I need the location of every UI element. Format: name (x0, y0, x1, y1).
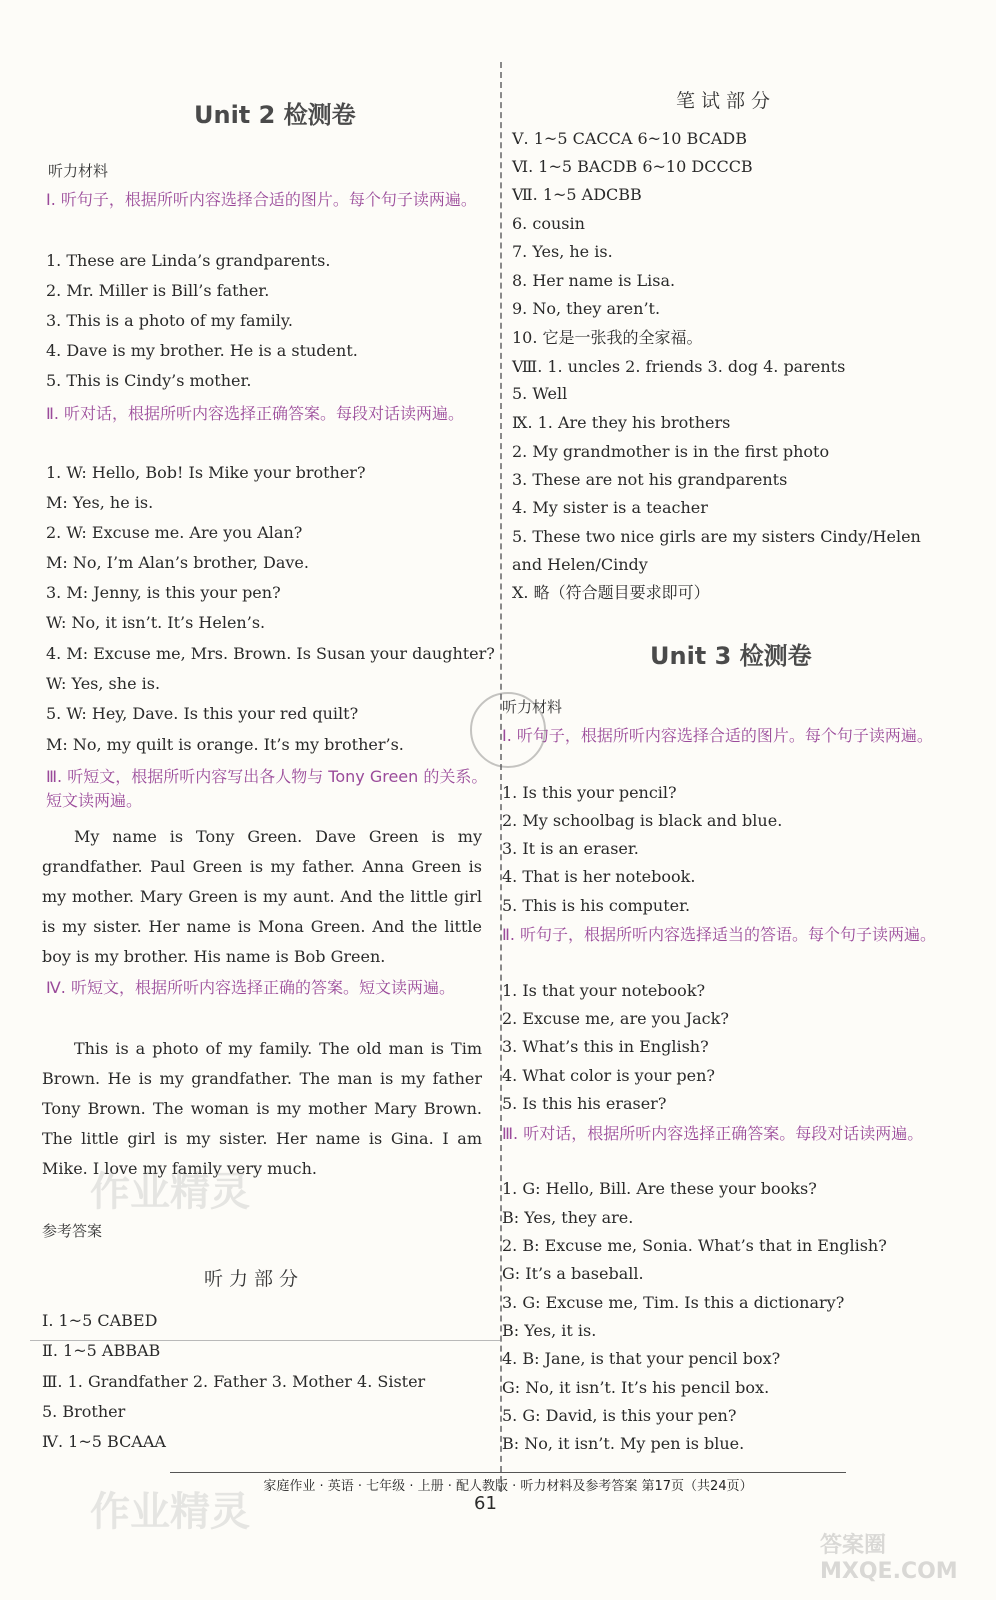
section-4-heading: Ⅳ. 听短文，根据所听内容选择正确的答案。短文读两遍。 (46, 978, 455, 997)
listening-part-heading: 听力部分 (204, 1268, 305, 1290)
dialogue-line: M: No, my quilt is orange. It’s my brother’s. (46, 735, 404, 754)
sentence-line: 3. What’s this in English? (502, 1037, 709, 1056)
dialogue-line: B: No, it isn’t. My pen is blue. (502, 1434, 745, 1453)
stamp-mark (470, 692, 546, 768)
answer-line: 4. My sister is a teacher (512, 498, 708, 517)
dialogue-line: B: Yes, they are. (502, 1208, 634, 1227)
answer-line: 9. No, they aren’t. (512, 299, 661, 318)
listening-material-label: 听力材料 (502, 698, 563, 716)
answer-line: Ⅱ. 1~5 ABBAB (42, 1341, 161, 1360)
sentence-line: 2. Excuse me, are you Jack? (502, 1009, 729, 1028)
answer-line: 5. Brother (42, 1402, 126, 1421)
dialogue-line: M: No, I’m Alan’s brother, Dave. (46, 553, 309, 572)
dialogue-line: 2. W: Excuse me. Are you Alan? (46, 523, 303, 542)
answer-line: and Helen/Cindy (512, 555, 648, 574)
answer-line: 2. My grandmother is in the first photo (512, 442, 830, 461)
dialogue-line: G: No, it isn’t. It’s his pencil box. (502, 1378, 770, 1397)
sentence-line: 5. Is this his eraser? (502, 1094, 667, 1113)
dialogue-line: 1. G: Hello, Bill. Are these your books? (502, 1179, 817, 1198)
answer-line: 5. These two nice girls are my sisters Cindy/Helen (512, 527, 921, 546)
sentence-line: 4. Dave is my brother. He is a student. (46, 341, 358, 360)
sentence-line: 1. Is this your pencil? (502, 783, 677, 802)
answer-line: Ⅴ. 1~5 CACCA 6~10 BCADB (512, 129, 747, 148)
dialogue-line: 4. B: Jane, is that your pencil box? (502, 1349, 781, 1368)
dialogue-line: 2. B: Excuse me, Sonia. What’s that in English? (502, 1236, 887, 1255)
section-1-heading: Ⅰ. 听句子，根据所听内容选择合适的图片。每个句子读两遍。 (46, 190, 477, 209)
passage-3: My name is Tony Green. Dave Green is my grandfather. Paul Green is my father. Anna Green is my mother. Mary Green is my aunt. And the little girl is my sister. Her name is Mona Green. And the little boy is my brother. His name is Bob Green. (42, 827, 482, 966)
answer-line: 6. cousin (512, 214, 585, 233)
sentence-line: 2. My schoolbag is black and blue. (502, 811, 783, 830)
corner-watermark: 答案圈 MXQE.COM (820, 1533, 958, 1584)
sentence-line: 3. This is a photo of my family. (46, 311, 293, 330)
dialogue-line: 3. G: Excuse me, Tim. Is this a dictionary? (502, 1293, 845, 1312)
sentence-line: 1. These are Linda’s grandparents. (46, 251, 331, 270)
dialogue-line: W: Yes, she is. (46, 674, 161, 693)
answer-line: 5. Well (512, 384, 568, 403)
answer-line: Ⅳ. 1~5 BCAAA (42, 1432, 166, 1451)
sentence-line: 4. What color is your pen? (502, 1066, 715, 1085)
answer-line: 3. These are not his grandparents (512, 470, 788, 489)
dialogue-line: 5. W: Hey, Dave. Is this your red quilt? (46, 704, 359, 723)
answer-line: Ⅵ. 1~5 BACDB 6~10 DCCCB (512, 157, 753, 176)
dialogue-line: 5. G: David, is this your pen? (502, 1406, 737, 1425)
unit2-title: Unit 2 检测卷 (194, 101, 356, 129)
section-1-heading: Ⅰ. 听句子，根据所听内容选择合适的图片。每个句子读两遍。 (502, 726, 933, 745)
sentence-line: 1. Is that your notebook? (502, 981, 706, 1000)
watermark-text: 作业精灵 (90, 1169, 250, 1215)
unit3-title: Unit 3 检测卷 (650, 642, 812, 670)
dialogue-line: B: Yes, it is. (502, 1321, 597, 1340)
answer-line: 8. Her name is Lisa. (512, 271, 676, 290)
watermark-text: 作业精灵 (90, 1489, 250, 1535)
listening-material-label: 听力材料 (48, 162, 109, 180)
dialogue-line: M: Yes, he is. (46, 493, 154, 512)
answer-line: Ⅲ. 1. Grandfather 2. Father 3. Mother 4. Sister (42, 1372, 426, 1391)
answer-line: Ⅸ. 1. Are they his brothers (512, 413, 731, 432)
section-2-heading: Ⅱ. 听句子，根据所听内容选择适当的答语。每个句子读两遍。 (502, 925, 937, 944)
sentence-line: 4. That is her notebook. (502, 867, 696, 886)
dialogue-line: G: It’s a baseball. (502, 1264, 644, 1283)
dialogue-line: 4. M: Excuse me, Mrs. Brown. Is Susan your daughter? (46, 644, 495, 663)
section-2-heading: Ⅱ. 听对话，根据所听内容选择正确答案。每段对话读两遍。 (46, 404, 465, 423)
section-3-heading: Ⅲ. 听短文，根据所听内容写出各人物与 Tony Green 的关系。短文读两遍。 (46, 767, 488, 810)
answer-line: 10. 它是一张我的全家福。 (512, 328, 703, 347)
dialogue-line: 3. M: Jenny, is this your pen? (46, 583, 281, 602)
answer-line: Ⅶ. 1~5 ADCBB (512, 185, 642, 204)
answer-line: Ⅰ. 1~5 CABED (42, 1311, 158, 1330)
answer-line: Ⅷ. 1. uncles 2. friends 3. dog 4. parents (512, 357, 846, 376)
sentence-line: 5. This is his computer. (502, 896, 691, 915)
answer-line: 7. Yes, he is. (512, 242, 613, 261)
sentence-line: 5. This is Cindy’s mother. (46, 371, 252, 390)
written-part-heading: 笔试部分 (676, 90, 777, 112)
dialogue-line: 1. W: Hello, Bob! Is Mike your brother? (46, 463, 366, 482)
sentence-line: 2. Mr. Miller is Bill’s father. (46, 281, 270, 300)
answer-line: Ⅹ. 略（符合题目要求即可） (512, 583, 710, 602)
dialogue-line: W: No, it isn’t. It’s Helen’s. (46, 613, 266, 632)
page-number: 61 (474, 1493, 497, 1514)
passage-4: This is a photo of my family. The old man is Tim Brown. He is my grandfather. The man is my father Tony Brown. The woman is my mother Mary Brown. The little girl is my sister. Her name is Gina. I am Mike. I love my family very much. (42, 1039, 482, 1178)
page-footer: 家庭作业 · 英语 · 七年级 · 上册 · 配人教版 · 听力材料及参考答案 第17页（共24页） (170, 1472, 846, 1494)
reference-answers-label: 参考答案 (42, 1222, 103, 1240)
sentence-line: 3. It is an eraser. (502, 839, 639, 858)
section-3-heading: Ⅲ. 听对话，根据所听内容选择正确答案。每段对话读两遍。 (502, 1124, 924, 1143)
